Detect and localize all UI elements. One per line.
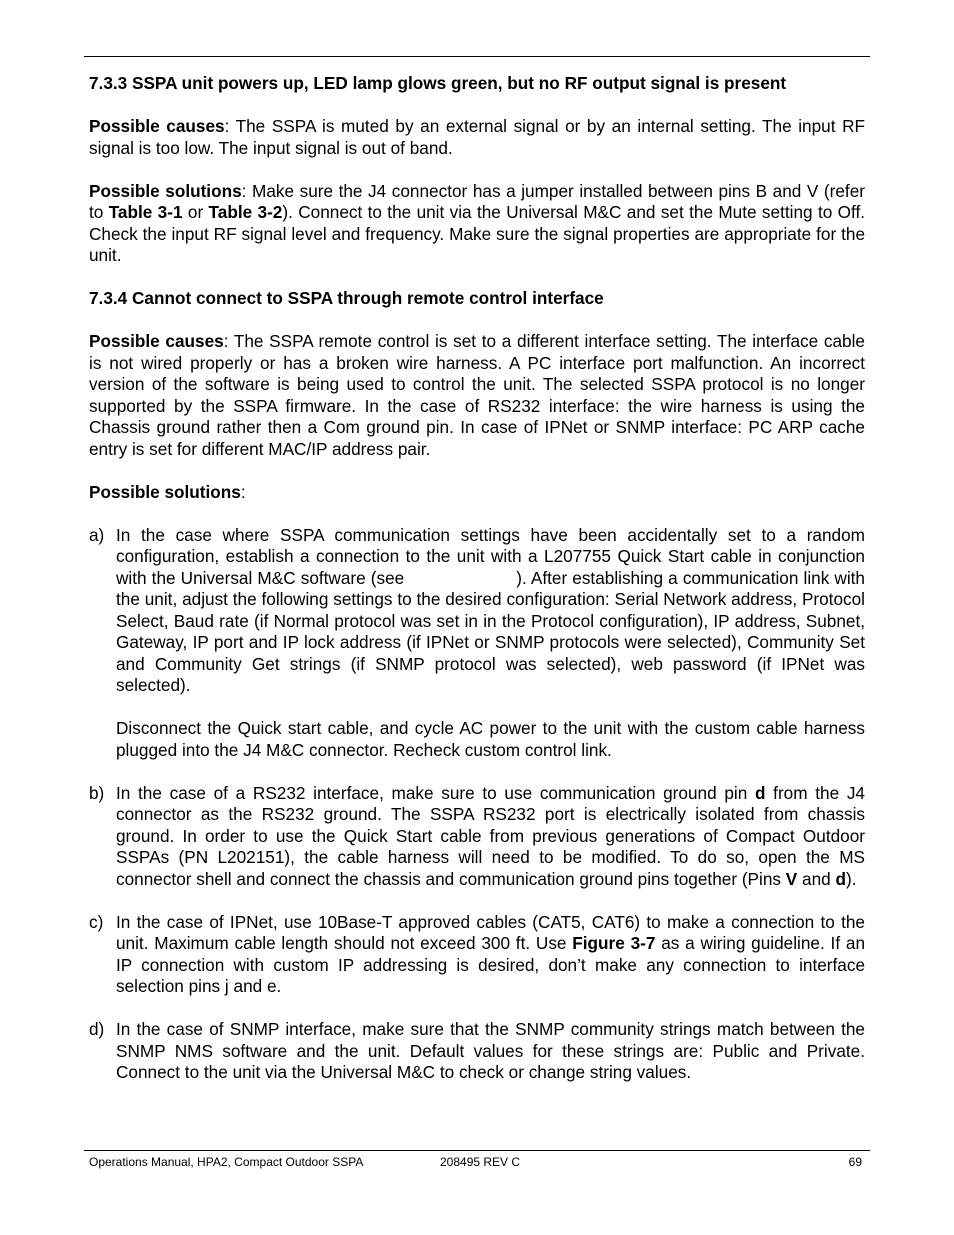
table-3-1-ref[interactable]: Table 3-1: [108, 202, 183, 222]
item-b-paragraph: In the case of a RS232 interface, make sure to use communication ground pin d from the J4 connector as the RS232 ground. The SSPA RS232 port is electrically isolated from chassis ground. In order to use the Quick Start cable from previous generations of Compact Outdoor SSPAs (PN L202151), the cable harness will need to be modified. To do so, open the MS connector shell and connect the chassis and communication ground pins together (Pins V and d).: [116, 782, 865, 889]
causes-label: Possible causes: [89, 331, 224, 351]
list-item-a: [89, 525, 865, 762]
item-d-paragraph: In the case of SNMP interface, make sure that the SNMP community strings match between the SNMP NMS software and the unit. Default values for these strings are: Public and Private. Connect to the unit via the Universal M&C to check or change string values.: [116, 1019, 865, 1082]
solutions-label: Possible solutions: [89, 481, 241, 502]
footer-page-number: 69: [848, 1155, 862, 1169]
item-c-paragraph: In the case of IPNet, use 10Base-T approved cables (CAT5, CAT6) to make a connection to the unit. Maximum cable length should not exceed 300 ft. Use Figure 3-7 as a wiring guideline. If an IP connection with custom IP addressing is desired, don’t make any connection to interface selection pins j and e.: [116, 911, 866, 996]
item-a-paragraph-1: In the case where SSPA communication settings have been accidentally set to a random configuration, establish a connection to the unit with a L207755 Quick Start cable in conjunction with the Universal M&C software (see ). After establishing a communication link with the unit, adjust the following settings to the desired configuration: Serial Network address, Protocol Select, Baud rate (if Normal protocol was set in in the Protocol configuration), IP address, Subnet, Gateway, IP port and IP lock address (if IPNet or SNMP protocols were selected), Community Set and Community Get strings (if SNMP protocol was selected), web password (if IPNet was selected).: [116, 524, 865, 695]
table-3-2-ref[interactable]: Table 3-2: [208, 202, 283, 222]
solutions-label: Possible solutions: [89, 180, 242, 201]
section-733-causes: Possible causes: The SSPA is muted by an external signal or by an internal setting. The input RF signal is too low. The input signal is out of band.: [89, 116, 865, 158]
causes-label: Possible causes: [89, 116, 225, 136]
list-marker: a): [89, 524, 105, 545]
header-rule: [84, 56, 870, 57]
page-footer: [89, 1155, 865, 1171]
list-item-d: [89, 1019, 865, 1084]
list-marker: b): [89, 782, 105, 803]
footer-rule: [84, 1150, 870, 1151]
page-body: [89, 73, 865, 1105]
section-733-solutions: Possible solutions: Make sure the J4 connector has a jumper installed between pins B and V (refer to Table 3-1 or Table 3-2). Connect to the unit via the Universal M&C and set the Mute setting to Off. Check the input RF signal level and frequency. Make sure the signal properties are appropriate for the unit.: [89, 180, 866, 265]
list-item-b: [89, 783, 865, 891]
footer-manual-title: Operations Manual, HPA2, Compact Outdoor SSPA: [89, 1155, 364, 1169]
figure-3-7-ref[interactable]: Figure 3-7: [572, 933, 656, 953]
section-734-causes: Possible causes: The SSPA remote control is set to a different interface setting. The interface cable is not wired properly or has a broken wire harness. A PC interface port malfunction. An incorrect version of the software is being used to control the unit. The selected SSPA protocol is no longer supported by the SSPA firmware. In the case of RS232 interface: the wire harness is using the Chassis ground rather then a Com ground pin. In case of IPNet or SNMP interface: PC ARP cache entry is set for different MAC/IP address pair.: [89, 331, 865, 459]
item-a-paragraph-2: Disconnect the Quick start cable, and cycle AC power to the unit with the custom cable harness plugged into the J4 M&C connector. Recheck custom control link.: [116, 718, 865, 760]
section-733-heading: 7.3.3 SSPA unit powers up, LED lamp glows green, but no RF output signal is present: [89, 73, 787, 93]
list-marker: c): [89, 911, 104, 932]
list-item-c: [89, 912, 865, 998]
footer-document-number: 208495 REV C: [440, 1155, 521, 1169]
list-marker: d): [89, 1019, 105, 1039]
section-734-solutions-label: Possible solutions:: [89, 481, 246, 502]
section-734-heading: 7.3.4 Cannot connect to SSPA through remote control interface: [89, 288, 604, 308]
